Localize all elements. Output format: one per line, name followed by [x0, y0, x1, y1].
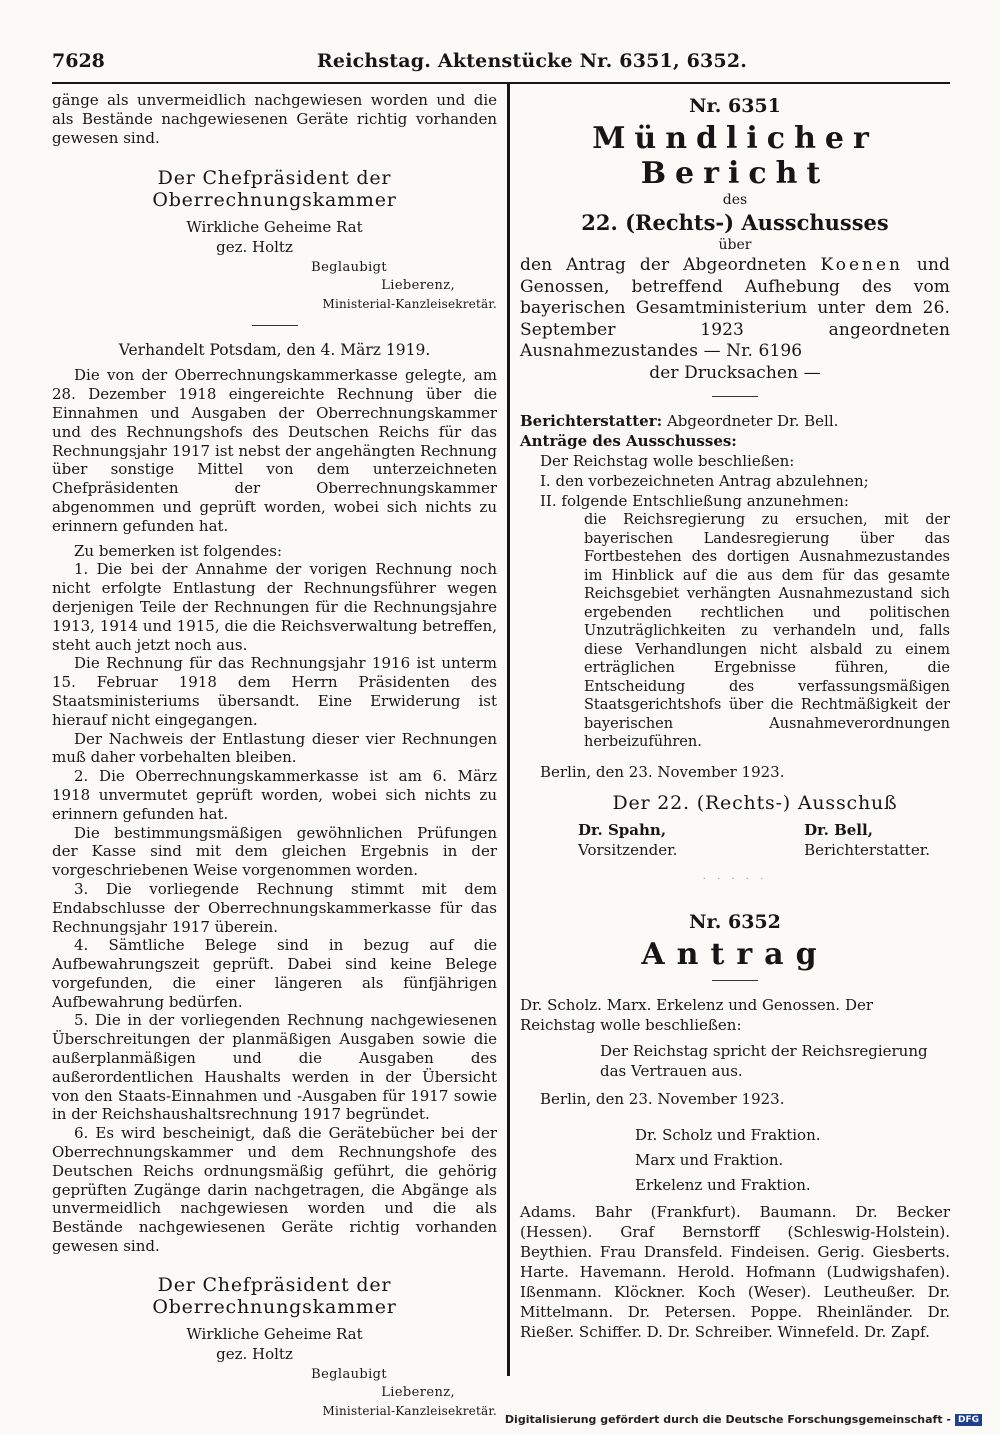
page-header [52, 50, 950, 78]
paragraph: 5. Die in der vorliegenden Rechnung nachgewiesenen Überschreitungen der planmäßigen Ausgaben sowie die außerplanmäßigen und die Ausgaben des außerordentlichen Haushalts werden in der Übersicht von den Staats-Einnahmen und -Ausgaben für 1917 sowie in der Reichshaushaltsrechnung 1917 begründet. [52, 1011, 497, 1124]
motion-text: Der Reichstag spricht der Reichsregierung das Vertrauen aus. [600, 1041, 928, 1080]
document-type-heading: Antrag [641, 936, 829, 972]
certification-label: Beglaubigt [311, 1366, 387, 1382]
section-rule [252, 325, 298, 326]
paragraph: 2. Die Oberrechnungskammerkasse ist am 6. März 1918 unvermutet geprüft worden, wobei sich nichts zu erinnern gefunden hat. [52, 767, 497, 823]
signature-block [804, 820, 930, 860]
certifier-name: Lieberenz, [381, 278, 455, 294]
page-number: 7628 [52, 50, 105, 72]
separator-dots: · · · · · [702, 873, 768, 885]
continuation-text: gänge als unvermeidlich nachgewiesen worden und die als Bestände nachgewiesenen Geräte richtig vorhanden gewesen sind. [52, 91, 497, 147]
certifier-role: Ministerial-Kanzleisekretär. [322, 1403, 497, 1418]
paragraph: Die Rechnung für das Rechnungsjahr 1916 ist unterm 15. Februar 1918 dem Herrn Präsidenten des Staatsministeriums übersandt. Eine Erwiderung ist hierauf nicht eingegangen. [52, 654, 497, 729]
subject-text [520, 255, 950, 363]
committee-title: 22. (Rechts-) Ausschusses [581, 210, 889, 235]
paragraph: 3. Die vorliegende Rechnung stimmt mit dem Endabschlusse der Oberrechnungskammerkasse für das Rechnungsjahr 1917 überein. [52, 879, 497, 936]
reporter-line [520, 411, 950, 431]
motion-item: II. folgende Entschließung anzunehmen: [540, 492, 849, 510]
signature-block [578, 820, 677, 860]
paragraph: Die bestimmungsmäßigen gewöhnlichen Prüfungen der Kasse sind mit dem gleichen Ergebnis in der vorgeschriebenen Weise vorgenommen worden. [52, 823, 497, 880]
chairman-role: Vorsitzender. [578, 840, 678, 859]
committee-signature: Der 22. (Rechts-) Ausschuß [612, 791, 898, 814]
reporter-signature-name: Dr. Bell, [804, 820, 873, 839]
reporter-name: Abgeordneter Dr. Bell. [666, 412, 839, 430]
paragraph: 4. Sämtliche Belege sind in bezug auf die Aufbewahrungszeit geprüft. Dabei sind keine Belege vorgefunden, die einer längeren als fünfjährigen Aufbewahrung bedürfen. [52, 936, 497, 1011]
reporter-label: Berichterstatter: [520, 412, 663, 430]
paragraph: 6. Es wird bescheinigt, daß die Gerätebücher bei der Oberrechnungskammer und dem Rechnungshofe des Deutschen Reichs ordnungsmäßig geführt, die gehörig geprüften Zugänge darin nachgetragen, die Abgänge als unvermeidlich nachgewiesen worden und die als Bestände nachgewiesenen Geräte richtig vorhanden gewesen sind. [52, 1124, 497, 1256]
faction-signature: Dr. Scholz und Fraktion. [635, 1125, 821, 1144]
connector-word: über [718, 237, 752, 253]
subject-part: und Genossen, betreffend Aufhebung des vom bayerischen Gesamtministerium unter dem 26. September 1923 angeordneten Ausnahmezustandes — Nr. 6196 [520, 255, 950, 361]
column-divider [507, 84, 510, 1376]
right-column [520, 84, 950, 1420]
faction-signature: Marx und Fraktion. [635, 1150, 784, 1169]
date-line: Berlin, den 23. November 1923. [540, 762, 785, 781]
subject-end: der Drucksachen — [649, 362, 821, 383]
certifier-role: Ministerial-Kanzleisekretär. [322, 297, 497, 312]
signature-title: Der Chefpräsident der Oberrechnungskammer [152, 1273, 397, 1318]
protocol-heading: Verhandelt Potsdam, den 4. März 1919. [118, 341, 431, 360]
motion-item: I. den vorbezeichneten Antrag abzulehnen; [540, 472, 869, 490]
running-title: Reichstag. Aktenstücke Nr. 6351, 6352. [316, 50, 748, 72]
date-line: Berlin, den 23. November 1923. [540, 1089, 785, 1108]
subject-part: den Antrag der Abgeordneten [520, 255, 807, 275]
certifier-name: Lieberenz, [381, 1384, 455, 1400]
signature-name: gez. Holtz [216, 1344, 293, 1363]
dfg-logo: DFG [955, 1414, 982, 1426]
resolution-text: die Reichsregierung zu ersuchen, mit der bayerischen Landesregierung über das Fortbestehen des dortigen Ausnahmezustandes im Hinblick auf die aus dem für das gesamte Reichsgebiet verhängten Ausnahmezustand sich ergebenden rechtlichen und politischen Unzuträglichkeiten zu verhandeln und, falls diese Verhandlungen nicht alsbald zu einem erträglichen Ergebnisse führen, die Entscheidung des verfassungsmäßigen Staatsgerichtshofs über die Rechtmäßigkeit der bayerischen Ausnahmeverordnungen herbeizuführen. [584, 512, 950, 750]
signature-rank: Wirkliche Geheime Rat [186, 218, 363, 237]
signatories-list: Adams. Bahr (Frankfurt). Baumann. Dr. Becker (Hessen). Graf Bernstorff (Schleswig-Holstein). Beythien. Frau Dransfeld. Findeisen. Gerig. Giesberts. Harte. Havemann. Herold. Hofmann (Ludwigshafen). Ißenmann. Klöckner. Koch (Weser). Leutheußer. Dr. Mittelmann. Dr. Petersen. Poppe. Rheinländer. Dr. Rießer. Schiffer. D. Dr. Schreiber. Winnefeld. Dr. Zapf. [520, 1202, 950, 1341]
document-number: Nr. 6352 [689, 910, 781, 933]
signature-rank: Wirkliche Geheime Rat [186, 1324, 363, 1343]
connector-word: des [722, 192, 748, 208]
paragraph: Zu bemerken ist folgendes: [74, 541, 283, 560]
faction-signature: Erkelenz und Fraktion. [635, 1175, 811, 1194]
digitization-footer [505, 1413, 982, 1426]
section-rule [712, 396, 758, 397]
signatures-row [578, 820, 930, 860]
signature-title: Der Chefpräsident der Oberrechnungskammer [152, 167, 397, 212]
footer-text: Digitalisierung gefördert durch die Deutsche Forschungsgemeinschaft - [504, 1413, 951, 1426]
section-rule [712, 980, 758, 981]
signature-name: gez. Holtz [216, 238, 293, 257]
motion-sponsors: Dr. Scholz. Marx. Erkelenz und Genossen. Der Reichstag wolle beschließen: [520, 995, 874, 1034]
document-page [52, 50, 950, 1420]
reporter-signature-role: Berichterstatter. [804, 840, 930, 859]
paragraph: Die von der Oberrechnungskammerkasse gelegte, am 28. Dezember 1918 eingereichte Rechnung über die Einnahmen und Ausgaben der Oberrechnungskammer und des Rechnungshofs des Deutschen Reichs für das Rechnungsjahr 1917 ist nebst der angehängten Rechnung über sonstige Mittel von dem unterzeichneten Chefpräsidenten der Oberrechnungskammer abgenommen und geprüft worden, wobei sich nichts zu erinnern gefunden hat. [52, 366, 497, 535]
document-number: Nr. 6351 [689, 95, 781, 117]
certification-label: Beglaubigt [311, 260, 387, 276]
deputy-name: Koenen [820, 255, 903, 275]
chairman-name: Dr. Spahn, [578, 820, 667, 839]
document-type-heading: Mündlicher Bericht [592, 121, 878, 191]
motion-intro: Der Reichstag wolle beschließen: [540, 452, 795, 470]
motions-label: Anträge des Ausschusses: [520, 432, 737, 450]
left-column [52, 84, 497, 1420]
paragraph: 1. Die bei der Annahme der vorigen Rechnung noch nicht erfolgte Entlastung der Rechnungsführer wegen derjenigen Teile der Rechnungen für die Rechnungsjahre 1913, 1914 und 1915, die die Reichsverwaltung betreffen, steht auch jetzt noch aus. [52, 560, 497, 654]
two-column-body [52, 84, 950, 1420]
paragraph: Der Nachweis der Entlastung dieser vier Rechnungen muß daher vorbehalten bleiben. [52, 729, 497, 767]
